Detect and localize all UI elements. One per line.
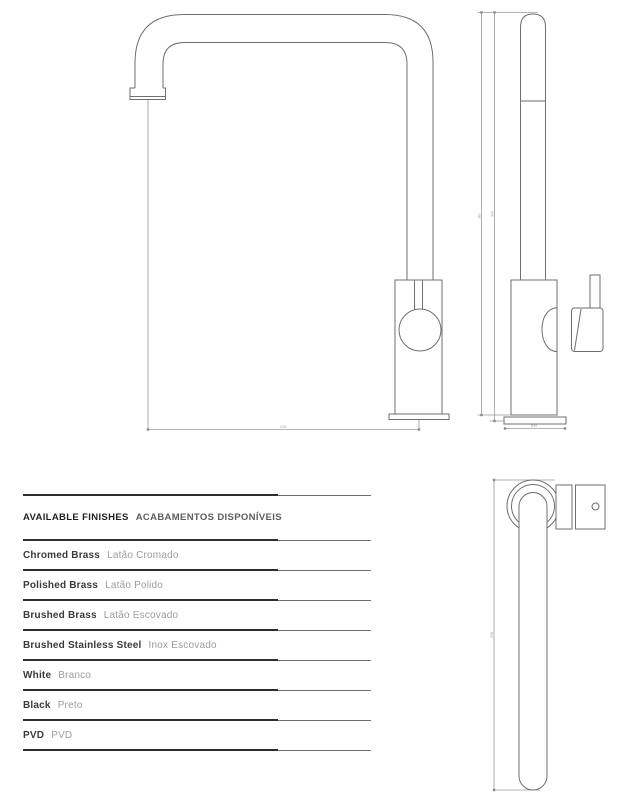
lever-grip [572, 308, 604, 352]
finish-row-chromed-brass [23, 541, 371, 569]
front-view-drawing [130, 15, 449, 431]
finish-row-brushed-brass [23, 601, 371, 629]
table-rule [23, 659, 371, 661]
dim-height-spout-label: 343 [490, 210, 495, 218]
finish-name-en: Brushed Brass [23, 609, 97, 621]
table-rule [23, 719, 371, 721]
spout-top [519, 493, 547, 791]
aerator-tip [130, 88, 166, 100]
finish-name-en: Brushed Stainless Steel [23, 639, 142, 651]
finishes-table [23, 494, 371, 751]
handle-grip-top [576, 485, 606, 529]
table-rule [23, 494, 371, 496]
finish-name-en: White [23, 669, 52, 681]
finish-name-pt: Inox Escovado [148, 639, 217, 651]
table-rule [23, 569, 371, 571]
spout-outer-line [135, 15, 433, 281]
finish-name-pt: Latão Cromado [107, 549, 179, 561]
spout-inner-line [163, 43, 407, 281]
finish-name-pt: Latão Polido [105, 579, 164, 591]
finish-name-en: PVD [23, 729, 45, 741]
top-view-drawing [490, 479, 605, 791]
table-rule [23, 629, 371, 631]
finish-name-pt: Preto [57, 699, 83, 711]
finish-name-pt: Branco [58, 669, 92, 681]
dimension-reach [147, 100, 420, 431]
handle-hub-top [556, 485, 572, 529]
dim-length-label: 350 [490, 631, 494, 639]
finish-row-polished-brass [23, 571, 371, 599]
finish-row-white [23, 661, 371, 689]
finish-name-en: Black [23, 699, 51, 711]
side-view-drawing [478, 11, 604, 429]
table-rule [23, 749, 371, 751]
table-rule [23, 599, 371, 601]
finish-name-pt: Latão Escovado [103, 609, 179, 621]
dim-reach-label: 220 [279, 425, 287, 429]
base-flange [389, 414, 449, 420]
table-rule [23, 539, 371, 541]
dim-base-label: Ø50 [530, 424, 538, 429]
finish-row-pvd [23, 721, 371, 749]
dim-height-total-label: 367 [477, 212, 482, 220]
spout-profile [521, 14, 546, 280]
finishes-table-header [23, 496, 371, 539]
finish-name-en: Polished Brass [23, 579, 99, 591]
base-plate [504, 417, 566, 424]
lever-stick [590, 275, 600, 308]
header-label-pt: ACABAMENTOS DISPONÍVEIS [135, 512, 282, 523]
header-label-en: AVAILABLE FINISHES [23, 512, 129, 523]
finish-name-pt: PVD [51, 729, 73, 741]
finish-row-brushed-stainless-steel [23, 631, 371, 659]
finish-row-black [23, 691, 371, 719]
finish-name-en: Chromed Brass [23, 549, 101, 561]
table-rule [23, 689, 371, 691]
handle-knob [399, 309, 441, 351]
